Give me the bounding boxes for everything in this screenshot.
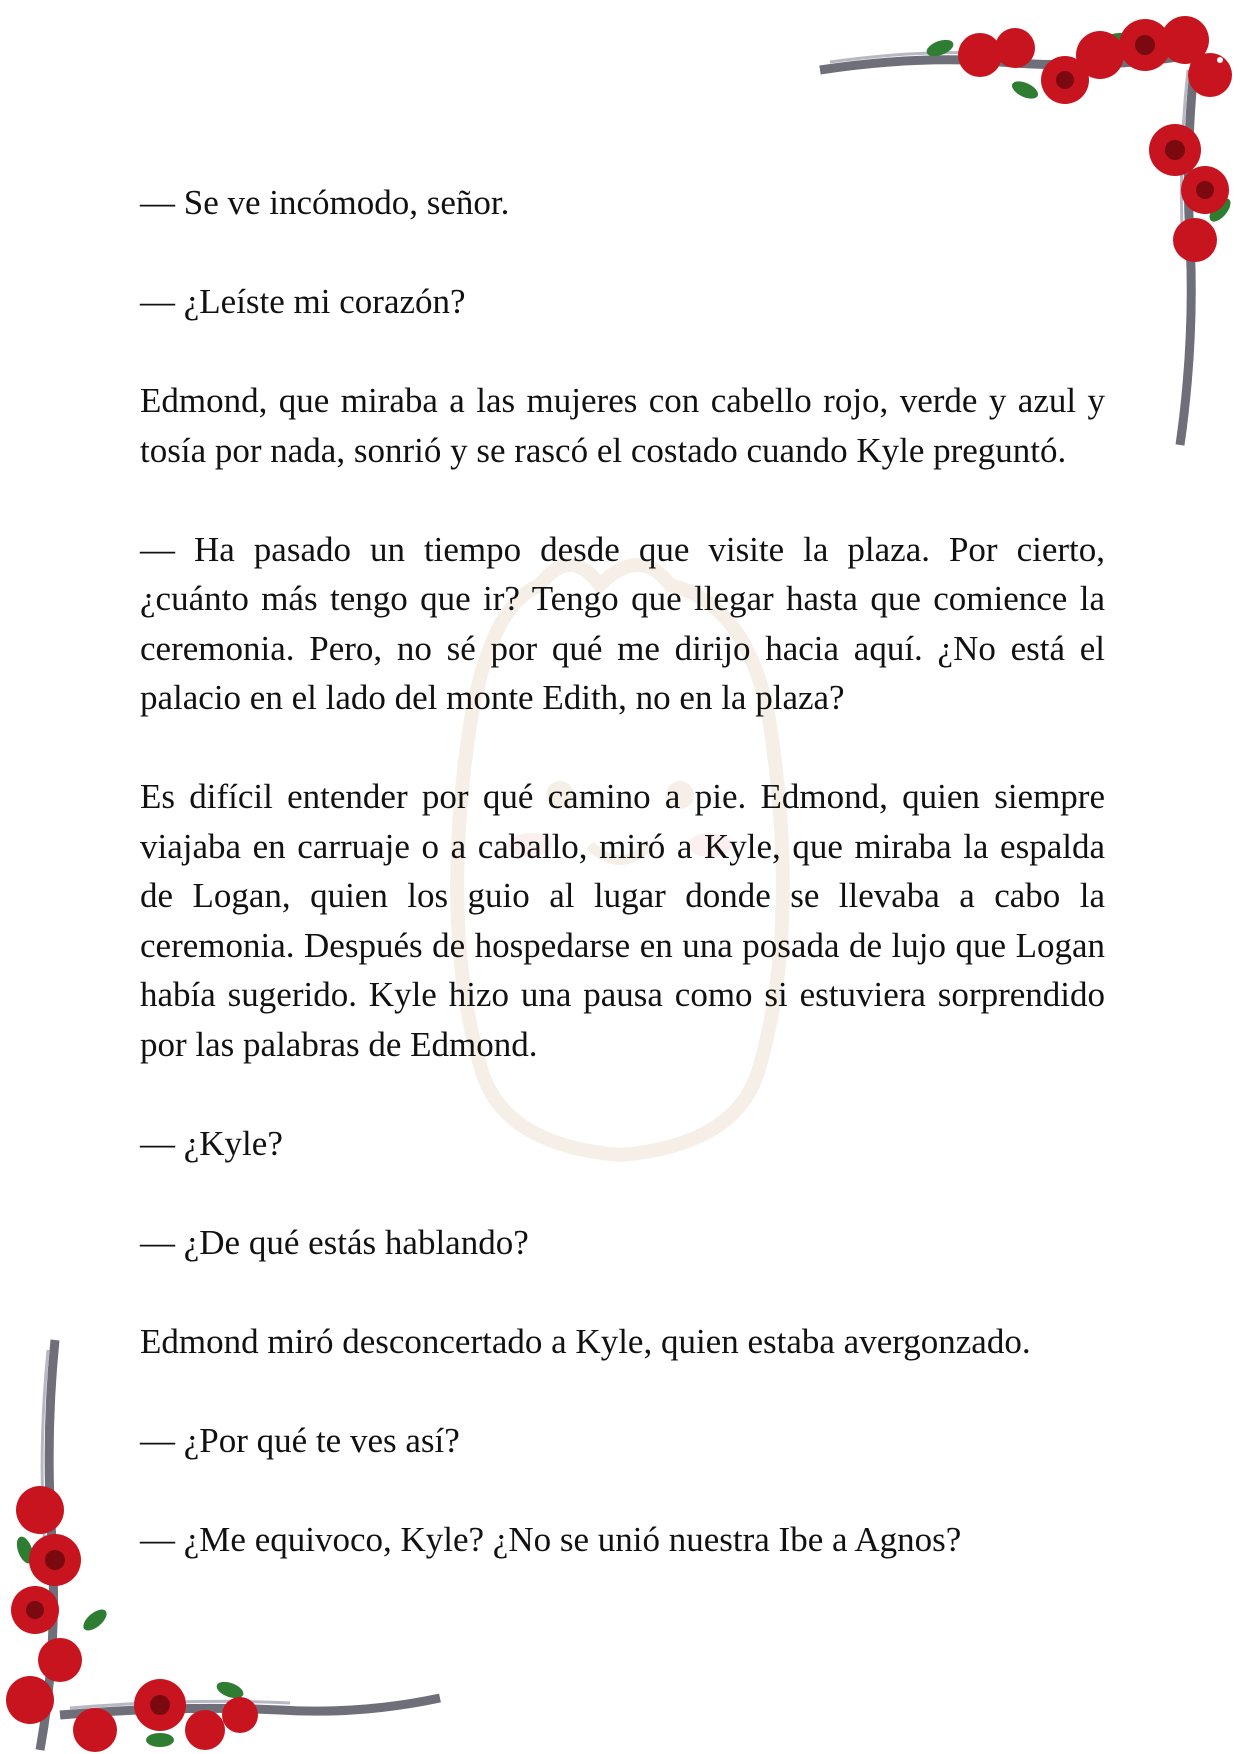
dialogue-line: — Se ve incómodo, señor. xyxy=(140,183,510,222)
narration-paragraph: Es difícil entender por qué camino a pie. Edmond, quien siempre viajaba en carruaje o a caballo, miró a Kyle, que miraba la espalda de Logan, quien los guio al lugar donde se llevaba a cabo la ceremonia. Después de hospedarse en una posada de lujo que Logan había sugerido. Kyle hizo una pausa como si estuviera sorprendido por las palabras de Edmond. xyxy=(140,777,1105,1064)
narration-line: Edmond miró desconcertado a Kyle, quien estaba avergonzado. xyxy=(140,1321,1031,1361)
dialogue-paragraph: — Ha pasado un tiempo desde que visite la plaza. Por cierto, ¿cuánto más tengo que ir? Tengo que llegar hasta que comience la ceremonia. Pero, no sé por qué me dirijo hacia aquí. ¿No está el palacio en el lado del monte Edith, no en la plaza? xyxy=(140,529,1105,717)
dialogue-line: — ¿De qué estás hablando? xyxy=(140,1222,529,1262)
narration-paragraph: Edmond, que miraba a las mujeres con cabello rojo, verde y azul y tosía por nada, sonrió y se rascó el costado cuando Kyle preguntó. xyxy=(140,381,1105,470)
dialogue-line: — ¿Me equivoco, Kyle? ¿No se unió nuestra Ibe a Agnos? xyxy=(140,1519,962,1559)
dialogue-line: — ¿Por qué te ves así? xyxy=(140,1420,460,1460)
story-text xyxy=(140,178,1105,1614)
dialogue-line: — ¿Leíste mi corazón? xyxy=(140,282,466,321)
dialogue-line: — ¿Kyle? xyxy=(140,1123,283,1163)
